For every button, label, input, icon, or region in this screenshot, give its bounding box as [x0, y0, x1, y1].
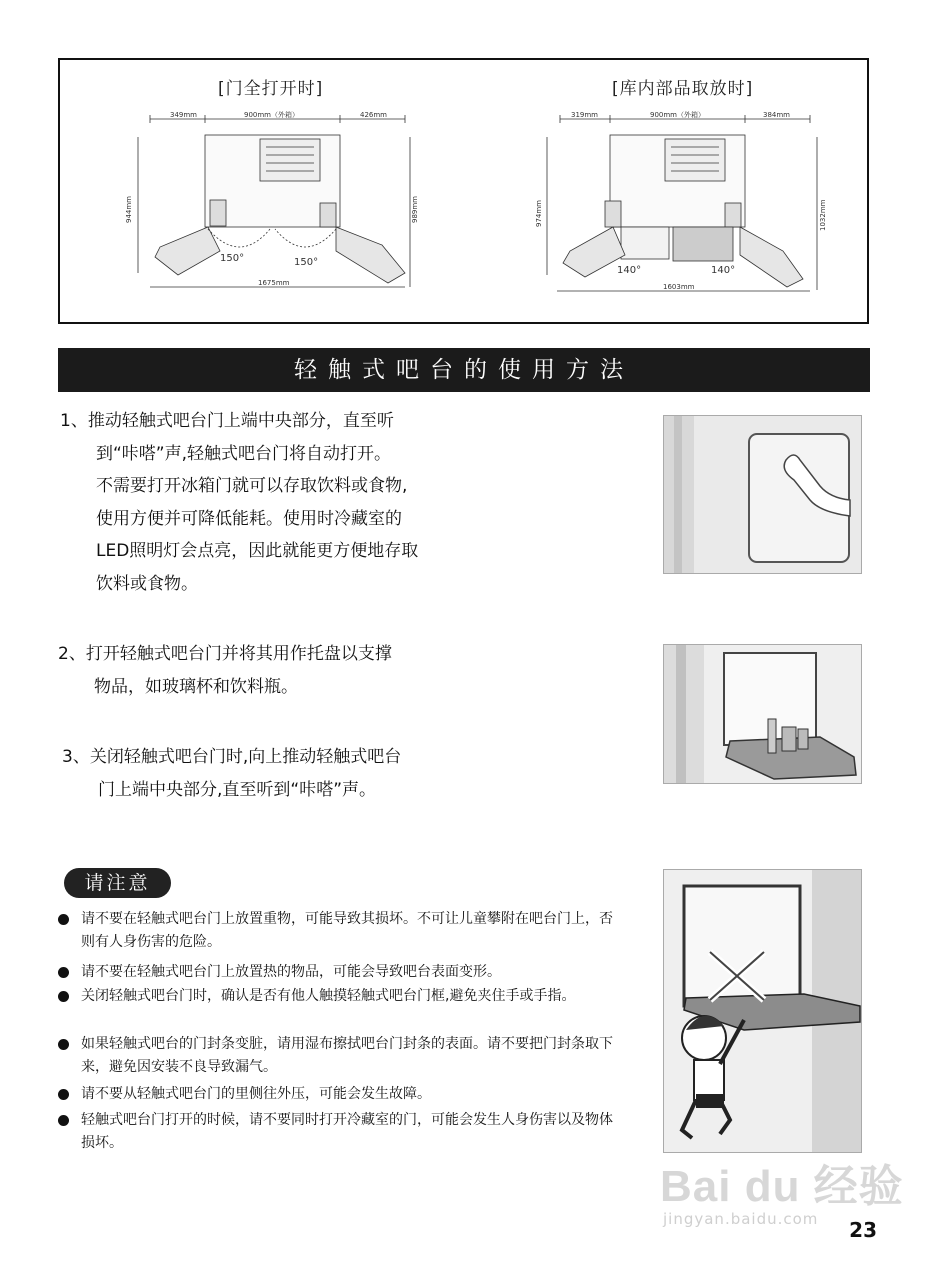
svg-text:150°: 150°: [220, 253, 245, 264]
svg-text:319mm: 319mm: [571, 111, 598, 119]
step-1-line: 饮料或食物。: [96, 573, 198, 594]
step-2-line: 2、打开轻触式吧台门并将其用作托盘以支撑: [58, 644, 392, 664]
svg-text:150°: 150°: [294, 257, 319, 268]
baidu-watermark-logo: Bai du 经验: [660, 1162, 904, 1211]
step-1-line: 1、推动轻触式吧台门上端中央部分，直至听: [60, 411, 394, 431]
step-2-line: 物品，如玻璃杯和饮料瓶。: [94, 676, 298, 697]
notice-item: 如果轻触式吧台的门封条变脏，请用湿布擦拭吧台门封条的表面。请不要把门封条取下来，避免因安装不良导致漏气。: [58, 1033, 618, 1079]
notice-item: 请不要从轻触式吧台门的里侧往外压，可能会发生故障。: [58, 1083, 618, 1106]
step-2: [58, 638, 498, 703]
step-3-line: 3、关闭轻触式吧台门时,向上推动轻触式吧台: [62, 747, 402, 767]
svg-text:426mm: 426mm: [360, 111, 387, 119]
diagram-left-title: [门全打开时]: [218, 79, 324, 99]
photo-push-door: [663, 415, 862, 574]
svg-text:1675mm: 1675mm: [258, 279, 290, 287]
diagram-doors-fully-open: [120, 105, 420, 300]
svg-text:1603mm: 1603mm: [663, 283, 695, 291]
svg-text:900mm（外箱）: 900mm（外箱）: [650, 111, 705, 119]
svg-text:140°: 140°: [617, 265, 642, 276]
step-3-line: 门上端中央部分,直至听到“咔嗒”声。: [98, 779, 377, 800]
step-1-line: 不需要打开冰箱门就可以存取饮料或食物,: [96, 476, 408, 496]
step-1-line: 使用方便并可降低能耗。使用时冷藏室的: [96, 508, 402, 529]
svg-text:384mm: 384mm: [763, 111, 790, 119]
step-1-line: 到“咔嗒”声,轻触式吧台门将自动打开。: [96, 443, 392, 464]
notice-item: 关闭轻触式吧台门时，确认是否有他人触摸轻触式吧台门框,避免夹住手或手指。: [58, 985, 618, 1008]
page-number: 23: [849, 1218, 877, 1242]
svg-text:944mm: 944mm: [125, 196, 133, 223]
step-3: [62, 741, 502, 806]
step-1: [60, 405, 500, 600]
notice-item: 请不要在轻触式吧台门上放置热的物品，可能会导致吧台表面变形。: [58, 961, 618, 984]
svg-text:349mm: 349mm: [170, 111, 197, 119]
bullet-icon: [58, 991, 69, 1002]
bullet-icon: [58, 1115, 69, 1126]
svg-text:974mm: 974mm: [535, 200, 543, 227]
photo-door-as-tray: [663, 644, 862, 784]
notice-item: 轻触式吧台门打开的时候，请不要同时打开冷藏室的门，可能会发生人身伤害以及物体损坏。: [58, 1109, 618, 1155]
svg-text:1032mm: 1032mm: [819, 199, 827, 231]
bullet-icon: [58, 914, 69, 925]
bullet-icon: [58, 1039, 69, 1050]
bullet-icon: [58, 967, 69, 978]
svg-text:900mm（外箱）: 900mm（外箱）: [244, 111, 299, 119]
photo-child-warning: [663, 869, 862, 1153]
bullet-icon: [58, 1089, 69, 1100]
svg-text:989mm: 989mm: [411, 196, 419, 223]
baidu-watermark-url: jingyan.baidu.com: [663, 1210, 819, 1228]
step-1-line: LED照明灯会点亮，因此就能更方便地存取: [96, 541, 419, 561]
svg-text:140°: 140°: [711, 265, 736, 276]
notice-item: 请不要在轻触式吧台门上放置重物，可能导致其损坏。不可让儿童攀附在吧台门上，否则有人身伤害的危险。: [58, 908, 618, 954]
diagram-doors-partial-open: [535, 105, 835, 300]
notice-label: 请注意: [64, 868, 171, 898]
section-title-bar: 轻触式吧台的使用方法: [58, 348, 870, 392]
diagram-right-title: [库内部品取放时]: [612, 79, 754, 99]
